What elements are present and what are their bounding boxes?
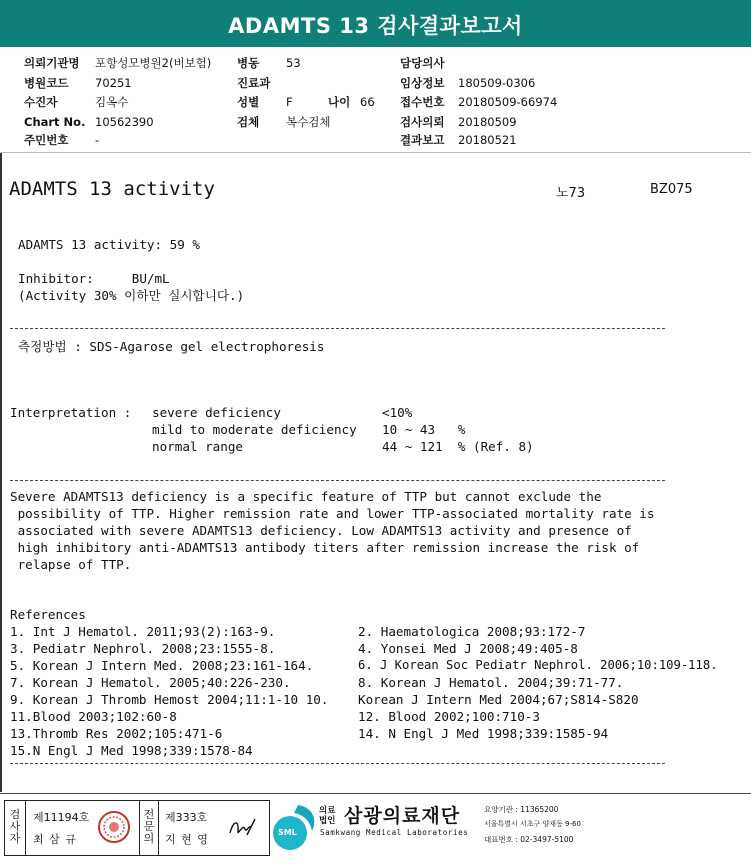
specialist-name: 지 현 영 xyxy=(165,833,209,846)
comment-line-5: relapse of TTP. xyxy=(10,557,132,572)
clinical-info-value: 180509-0306 xyxy=(458,76,536,90)
interp-mild-text: mild to moderate deficiency xyxy=(152,422,357,437)
reference-item: 5. Korean J Intern Med. 2008;23:161-164. xyxy=(10,658,314,673)
method-line: 측정방법 : SDS-Agarose gel electrophoresis xyxy=(18,339,325,354)
interp-mild-range: 10 ~ 43 % xyxy=(382,422,466,437)
resident-number-value: - xyxy=(95,133,100,147)
referring-institution-label: 의뢰기관명 xyxy=(24,56,80,70)
organization-logo xyxy=(272,803,320,853)
specimen-label: 검체 xyxy=(237,115,260,129)
age-label: 나이 xyxy=(328,95,351,109)
organization-name: 삼광의료재단 xyxy=(344,805,461,827)
specimen-value: 복수검체 xyxy=(286,115,331,129)
ward-label: 병동 xyxy=(237,56,260,70)
receipt-number-value: 20180509-66974 xyxy=(458,95,558,109)
interp-normal-range: 44 ~ 121 % (Ref. 8) xyxy=(382,439,534,454)
footer-rule xyxy=(0,793,751,794)
tester-side-label: 검사자 xyxy=(9,808,21,845)
reference-item: 6. J Korean Soc Pediatr Nephrol. 2006;10:109-118. xyxy=(358,658,718,672)
reference-item: 2. Haematologica 2008;93:172-7 xyxy=(358,624,586,639)
contact-address: 서울특별시 서초구 양재동 9-60 xyxy=(484,820,581,828)
org-type: 의료법인 xyxy=(319,806,336,826)
reference-item: 3. Pediatr Nephrol. 2008;23:1555-8. xyxy=(10,641,276,656)
contact-code: 요양기관 : 11365200 xyxy=(484,805,559,814)
section-code-1: 노73 xyxy=(556,186,586,201)
physician-label: 담당의사 xyxy=(400,56,445,70)
sex-value: F xyxy=(286,95,293,109)
sex-label: 성별 xyxy=(237,95,260,109)
specialist-signature-icon xyxy=(227,815,261,845)
divider-1 xyxy=(10,328,665,329)
signature-box xyxy=(4,800,270,856)
logo-text: SML xyxy=(278,828,297,837)
reference-item: 15.N Engl J Med 1998;339:1578-84 xyxy=(10,743,253,758)
reference-item: 14. N Engl J Med 1998;339:1585-94 xyxy=(358,726,609,741)
hospital-code-value: 70251 xyxy=(95,76,132,90)
section-code-2: BZ075 xyxy=(650,182,693,197)
clinical-info-label: 임상정보 xyxy=(400,76,445,90)
comment-line-1: Severe ADAMTS13 deficiency is a specific feature of TTP but cannot exclude the xyxy=(10,489,602,504)
chart-no-label: Chart No. xyxy=(24,115,86,129)
divider-2 xyxy=(10,480,665,481)
age-value: 66 xyxy=(360,95,375,109)
request-date-label: 검사의뢰 xyxy=(400,115,445,129)
patient-name-label: 수진자 xyxy=(24,95,58,109)
reference-item: 11.Blood 2003;102:60-8 xyxy=(10,709,177,724)
comment-line-4: high inhibitory anti-ADAMTS13 antibody titers after remission increase the risk of xyxy=(10,540,640,555)
comment-line-2: possibility of TTP. Higher remission rate and lower TTP-associated mortality rate is xyxy=(10,506,655,521)
contact-phone: 대표번호 : 02-3497-5100 xyxy=(484,835,574,844)
interp-severe-range: <10% xyxy=(382,405,413,420)
hospital-code-label: 병원코드 xyxy=(24,76,69,90)
resident-number-label: 주민번호 xyxy=(24,133,69,147)
request-date-value: 20180509 xyxy=(458,115,517,129)
interp-severe-text: severe deficiency xyxy=(152,405,281,420)
tester-seal-icon xyxy=(97,810,131,848)
activity-result: ADAMTS 13 activity: 59 % xyxy=(18,237,200,252)
specialist-side-label: 전문의 xyxy=(143,808,155,845)
report-date-value: 20180521 xyxy=(458,133,517,147)
inhibitor-note: (Activity 30% 이하만 실시합니다.) xyxy=(18,288,245,303)
left-margin-line xyxy=(0,152,2,792)
reference-item: 8. Korean J Hematol. 2004;39:71-77. xyxy=(358,675,624,690)
reference-item: Korean J Intern Med 2004;67;S814-S820 xyxy=(358,692,639,707)
reference-item: 7. Korean J Hematol. 2005;40:226-230. xyxy=(10,675,291,690)
section-top-rule xyxy=(0,152,751,153)
chart-no-value: 10562390 xyxy=(95,115,154,129)
reference-item: 4. Yonsei Med J 2008;49:405-8 xyxy=(358,641,578,656)
inhibitor-result: Inhibitor: BU/mL xyxy=(18,271,170,286)
patient-name-value: 김옥수 xyxy=(95,95,129,109)
receipt-number-label: 접수번호 xyxy=(400,95,445,109)
specialist-license-number: 제333호 xyxy=(165,811,208,824)
reference-item: 12. Blood 2002;100:710-3 xyxy=(358,709,540,724)
reference-item: 9. Korean J Thromb Hemost 2004;11:1-10 10. xyxy=(10,692,329,707)
tester-license-number: 제11194호 xyxy=(33,811,90,824)
interp-normal-text: normal range xyxy=(152,439,243,454)
references-heading: References xyxy=(10,607,86,622)
ward-value: 53 xyxy=(286,56,301,70)
comment-line-3: associated with severe ADAMTS13 deficiency. Low ADAMTS13 activity and presence of xyxy=(10,523,632,538)
reference-item: 1. Int J Hematol. 2011;93(2):163-9. xyxy=(10,624,276,639)
tester-name: 최 삼 규 xyxy=(33,833,77,846)
department-label: 진료과 xyxy=(237,76,271,90)
section-title: ADAMTS 13 activity xyxy=(9,178,215,200)
referring-institution-value: 포항성모병원2(비보험) xyxy=(95,56,212,70)
divider-3 xyxy=(10,763,665,764)
organization-name-en: Samkwang Medical Laboratories xyxy=(320,828,469,837)
interpretation-label: Interpretation : xyxy=(10,405,132,420)
report-header-bar xyxy=(0,0,751,47)
report-title: ADAMTS 13 검사결과보고서 xyxy=(228,14,523,38)
reference-item: 13.Thromb Res 2002;105:471-6 xyxy=(10,726,223,741)
report-date-label: 결과보고 xyxy=(400,133,445,147)
